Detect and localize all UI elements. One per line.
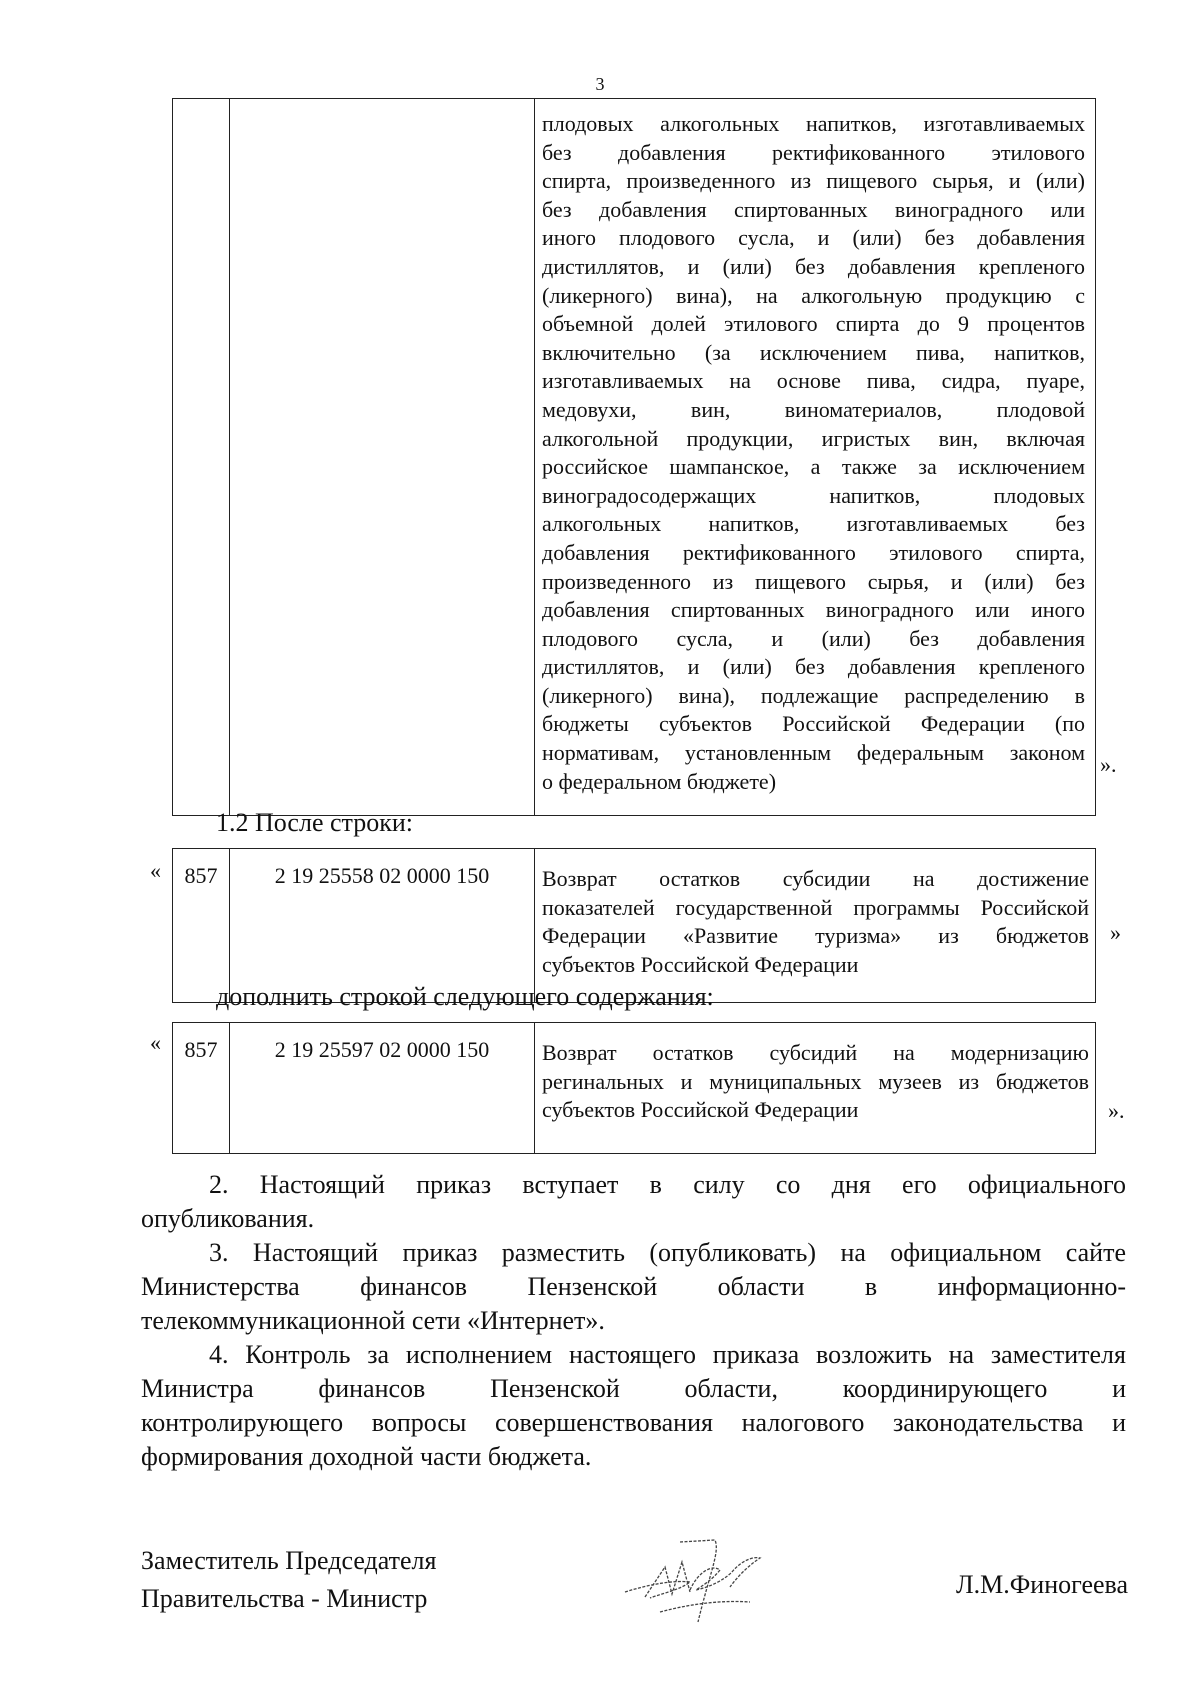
table-continuation — [172, 98, 1096, 816]
paragraph-2 — [141, 1168, 1126, 1236]
text-line: субъектов Российской Федерации — [542, 1097, 859, 1123]
close-quote: ». — [1100, 752, 1117, 777]
description-text — [535, 849, 1095, 981]
text-line: добавления ректификованного этилового спирта, — [542, 539, 1085, 565]
text-line: плодовых алкогольных напитков, изготавливаемых — [542, 111, 1085, 136]
table-row — [173, 99, 1096, 816]
text-line: (ликерного) вина), на алкогольную продукцию с — [542, 282, 1085, 308]
text-line: (ликерного) вина), подлежащие распределению в — [542, 682, 1085, 708]
text-line: субъектов Российской Федерации — [542, 951, 859, 977]
text-line: произведенного из пищевого сырья, и (или) без — [542, 568, 1085, 594]
text-line: Министра финансов Пензенской области, координирующего и — [141, 1374, 1126, 1403]
text-line: 3. Настоящий приказ разместить (опубликовать) на официальном сайте — [209, 1238, 1126, 1267]
row-number: 857 — [173, 1023, 230, 1154]
open-quote: « — [150, 858, 161, 883]
text-line: о федеральном бюджете) — [542, 768, 777, 794]
description-text — [535, 99, 1095, 802]
text-line: Федерации «Развитие туризма» из бюджетов — [542, 923, 1089, 949]
paragraph-4 — [141, 1338, 1126, 1474]
signatory-position — [141, 1542, 436, 1618]
text-line: российское шампанское, а также за исключением — [542, 454, 1085, 480]
text-line: регинальных и муниципальных музеев из бюджетов — [542, 1068, 1089, 1094]
text-line: нормативам, установленным федеральным законом — [542, 740, 1085, 766]
text-line: объемной долей этилового спирта до 9 процентов — [542, 311, 1085, 337]
table-row — [173, 849, 1096, 1003]
text-line: изготавливаемых на основе пива, сидра, пуаре, — [542, 368, 1085, 394]
text-line: Возврат остатков субсидий на модернизацию — [542, 1040, 1089, 1065]
table-row — [173, 1023, 1096, 1154]
cell-number — [173, 99, 230, 816]
text-line: включительно (за исключением пива, напитков, — [542, 339, 1085, 365]
text-line: спирта, произведенного из пищевого сырья, и (или) — [542, 168, 1085, 194]
text-line: плодового сусла, и (или) без добавления — [542, 625, 1085, 651]
text-line: алкогольной продукции, игристых вин, включая — [542, 425, 1085, 451]
text-line: телекоммуникационной сети «Интернет». — [141, 1306, 605, 1335]
row-number: 857 — [173, 849, 230, 1003]
cell-description — [535, 849, 1096, 1003]
text-line: медовухи, вин, виноматериалов, плодовой — [542, 396, 1085, 422]
text-line: показателей государственной программы Российской — [542, 894, 1089, 920]
table-row-after — [172, 848, 1096, 1003]
text-line: виноградосодержащих напитков, плодовых — [542, 482, 1085, 508]
text-line: формирования доходной части бюджета. — [141, 1442, 592, 1471]
cell-code — [230, 99, 535, 816]
open-quote: « — [150, 1030, 161, 1055]
text-line: без добавления ректификованного этилового — [542, 139, 1085, 165]
description-text — [535, 1023, 1095, 1127]
text-line: дистиллятов, и (или) без добавления крепленого — [542, 654, 1085, 680]
heading-add-row: дополнить строкой следующего содержания: — [216, 982, 714, 1011]
text-line: алкогольных напитков, изготавливаемых без — [542, 511, 1085, 537]
text-line: добавления спиртованных виноградного или иного — [542, 597, 1085, 623]
position-line-2: Правительства - Министр — [141, 1584, 428, 1613]
text-line: 2. Настоящий приказ вступает в силу со дня его официального — [209, 1170, 1126, 1199]
text-line: бюджеты субъектов Российской Федерации (по — [542, 711, 1085, 737]
text-line: опубликования. — [141, 1204, 315, 1233]
signatory-name: Л.М.Финогеева — [956, 1570, 1128, 1599]
heading-after-row: 1.2 После строки: — [216, 808, 413, 837]
page-number: 3 — [595, 74, 605, 94]
text-line: 4. Контроль за исполнением настоящего приказа возложить на заместителя — [209, 1340, 1126, 1369]
cell-description — [535, 99, 1096, 816]
handwritten-signature — [620, 1532, 770, 1632]
table-row-new — [172, 1022, 1096, 1154]
text-line: иного плодового сусла, и (или) без добавления — [542, 225, 1085, 251]
text-line: контролирующего вопросы совершенствования налогового законодательства и — [141, 1408, 1126, 1437]
position-line-1: Заместитель Председателя — [141, 1546, 437, 1575]
text-line: дистиллятов, и (или) без добавления крепленого — [542, 253, 1085, 279]
cell-description — [535, 1023, 1096, 1154]
row-code: 2 19 25597 02 0000 150 — [230, 1023, 535, 1154]
text-line: Возврат остатков субсидии на достижение — [542, 866, 1089, 891]
text-line: без добавления спиртованных виноградного или — [542, 196, 1085, 222]
close-quote: ». — [1108, 1098, 1125, 1123]
paragraph-3 — [141, 1236, 1126, 1338]
text-line: Министерства финансов Пензенской области в информационно- — [141, 1272, 1126, 1301]
close-quote: » — [1110, 920, 1121, 945]
row-code: 2 19 25558 02 0000 150 — [230, 849, 535, 1003]
